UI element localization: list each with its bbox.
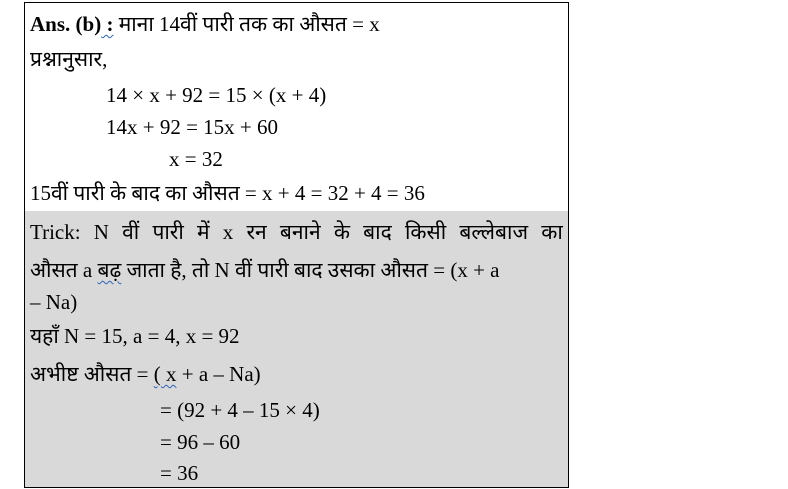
answer-label-colon: : [101,12,114,36]
answer-label: Ans. (b) [30,12,102,36]
trick-line-2-suffix: जाता है, तो N वीं पारी बाद उसका औसत = (x + a [121,258,500,282]
trick-line-1-word: का [541,220,563,244]
answer-intro-line [30,11,380,37]
equation-3: x = 32 [169,147,223,171]
trick-line-3: – Na) [30,290,78,314]
trick-line-1-word: के [333,220,350,244]
trick-line-1-word: रन [246,220,267,244]
answer-section [25,3,568,211]
trick-line-1-word: बाद [363,220,392,244]
step-2: = 96 – 60 [160,430,241,454]
trick-line-1-word: पारी [152,220,184,244]
required-suffix: + a – Na) [176,362,261,386]
trick-section [25,211,568,488]
step-3: = 36 [160,461,199,485]
trick-line-1-word: x [222,220,234,244]
equation-2: 14x + 92 = 15x + 60 [106,115,279,139]
trick-line-1-word: बनाने [279,220,321,244]
trick-line-2-prefix: औसत a [30,258,98,282]
step-1: = (92 + 4 – 15 × 4) [160,398,320,422]
answer-intro-text: माना 14वीं पारी तक का औसत = x [113,12,380,36]
trick-line-1-word: Trick: [30,220,81,244]
trick-line-1-word: वीं [122,220,140,244]
given-values: यहाँ N = 15, a = 4, x = 92 [30,324,240,348]
trick-line-1-word: में [197,220,210,244]
trick-line-2-squiggle: बढ़ [97,258,122,282]
solution-box [24,2,569,488]
trick-line-1 [30,219,563,245]
trick-line-1-word: बल्लेबाज [459,220,529,244]
required-average-line [30,361,261,387]
required-prefix: अभीष्ट औसत = [30,362,154,386]
equation-1: 14 × x + 92 = 15 × (x + 4) [106,83,327,107]
premise-text: प्रश्नानुसार, [30,47,108,71]
trick-line-1-word: N [93,220,109,244]
required-squiggle: ( x [153,362,177,386]
trick-line-1-word: किसी [404,220,447,244]
result-line: 15वीं पारी के बाद का औसत = x + 4 = 32 + 4 = 36 [30,181,425,205]
trick-line-2 [30,257,499,283]
